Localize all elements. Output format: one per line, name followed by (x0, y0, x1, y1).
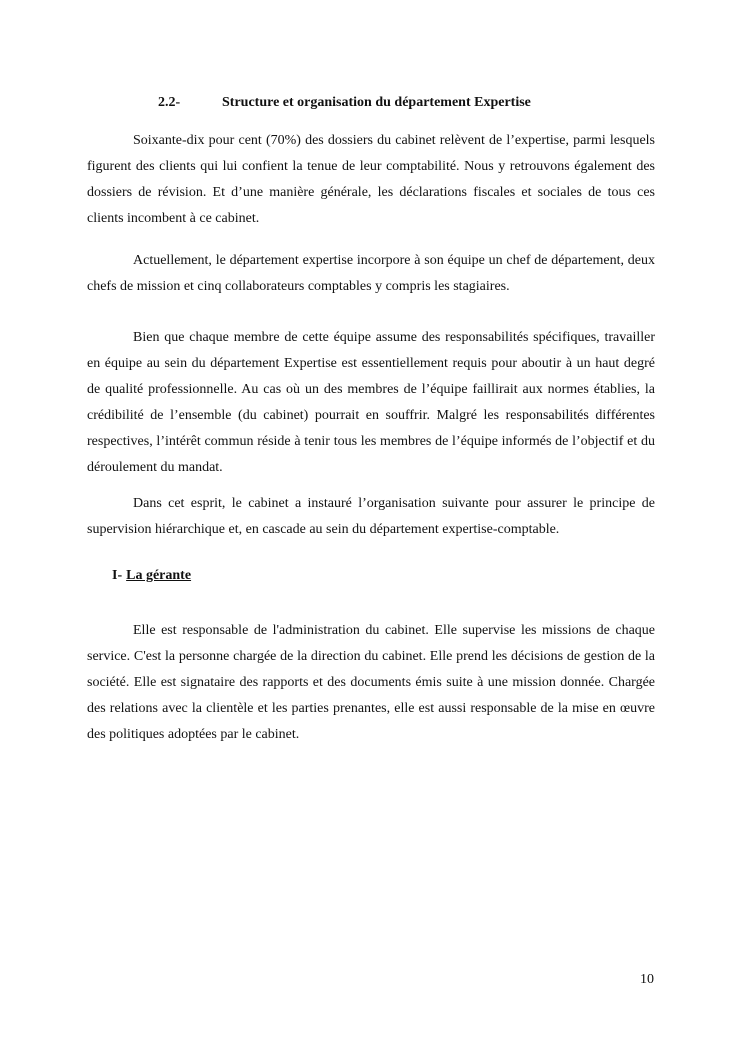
section-title: Structure et organisation du département Expertise (222, 95, 531, 110)
paragraph-teamwork: Bien que chaque membre de cette équipe assume des responsabilités spécifiques, travailler en équipe au sein du département Expertise est essentiellement requis pour aboutir à un haut degré de qualité professionnelle. Au cas où un des membres de l’équipe faillirait aux normes établies, la crédibilité de l’ensemble (du cabinet) pourrait en souffrir. Malgré les responsabilités différentes respectives, l’intérêt commun réside à tenir tous les membres de l’équipe informés de l’objectif et du déroulement du mandat. (87, 330, 655, 475)
subsection-heading (112, 568, 191, 584)
section-number: 2.2- (158, 95, 181, 110)
subsection-number: I- (112, 568, 123, 583)
page-number: 10 (640, 972, 654, 987)
section-heading (158, 95, 531, 111)
paragraph-expertise-share: Soixante-dix pour cent (70%) des dossiers du cabinet relèvent de l’expertise, parmi lesquels figurent des clients qui lui confient la tenue de leur comptabilité. Nous y retrouvons également des dossiers de révision. Et d’une manière générale, les déclarations fiscales et sociales de tous ces clients incombent à ce cabinet. (87, 133, 655, 226)
paragraph-team-composition: Actuellement, le département expertise incorpore à son équipe un chef de département, deux chefs de mission et cinq collaborateurs comptables y compris les stagiaires. (87, 253, 655, 294)
paragraph-organisation: Dans cet esprit, le cabinet a instauré l’organisation suivante pour assurer le principe de supervision hiérarchique et, en cascade au sein du département expertise-comptable. (87, 496, 655, 537)
subsection-title: La gérante (126, 568, 192, 583)
paragraph-gerante-role: Elle est responsable de l'administration du cabinet. Elle supervise les missions de chaque service. C'est la personne chargée de la direction du cabinet. Elle prend les décisions de gestion de la société. Elle est signataire des rapports et des documents émis suite à une mission donnée. Chargée des relations avec la clientèle et les parties prenantes, elle est aussi responsable de la mise en œuvre des politiques adoptées par le cabinet. (87, 623, 655, 742)
